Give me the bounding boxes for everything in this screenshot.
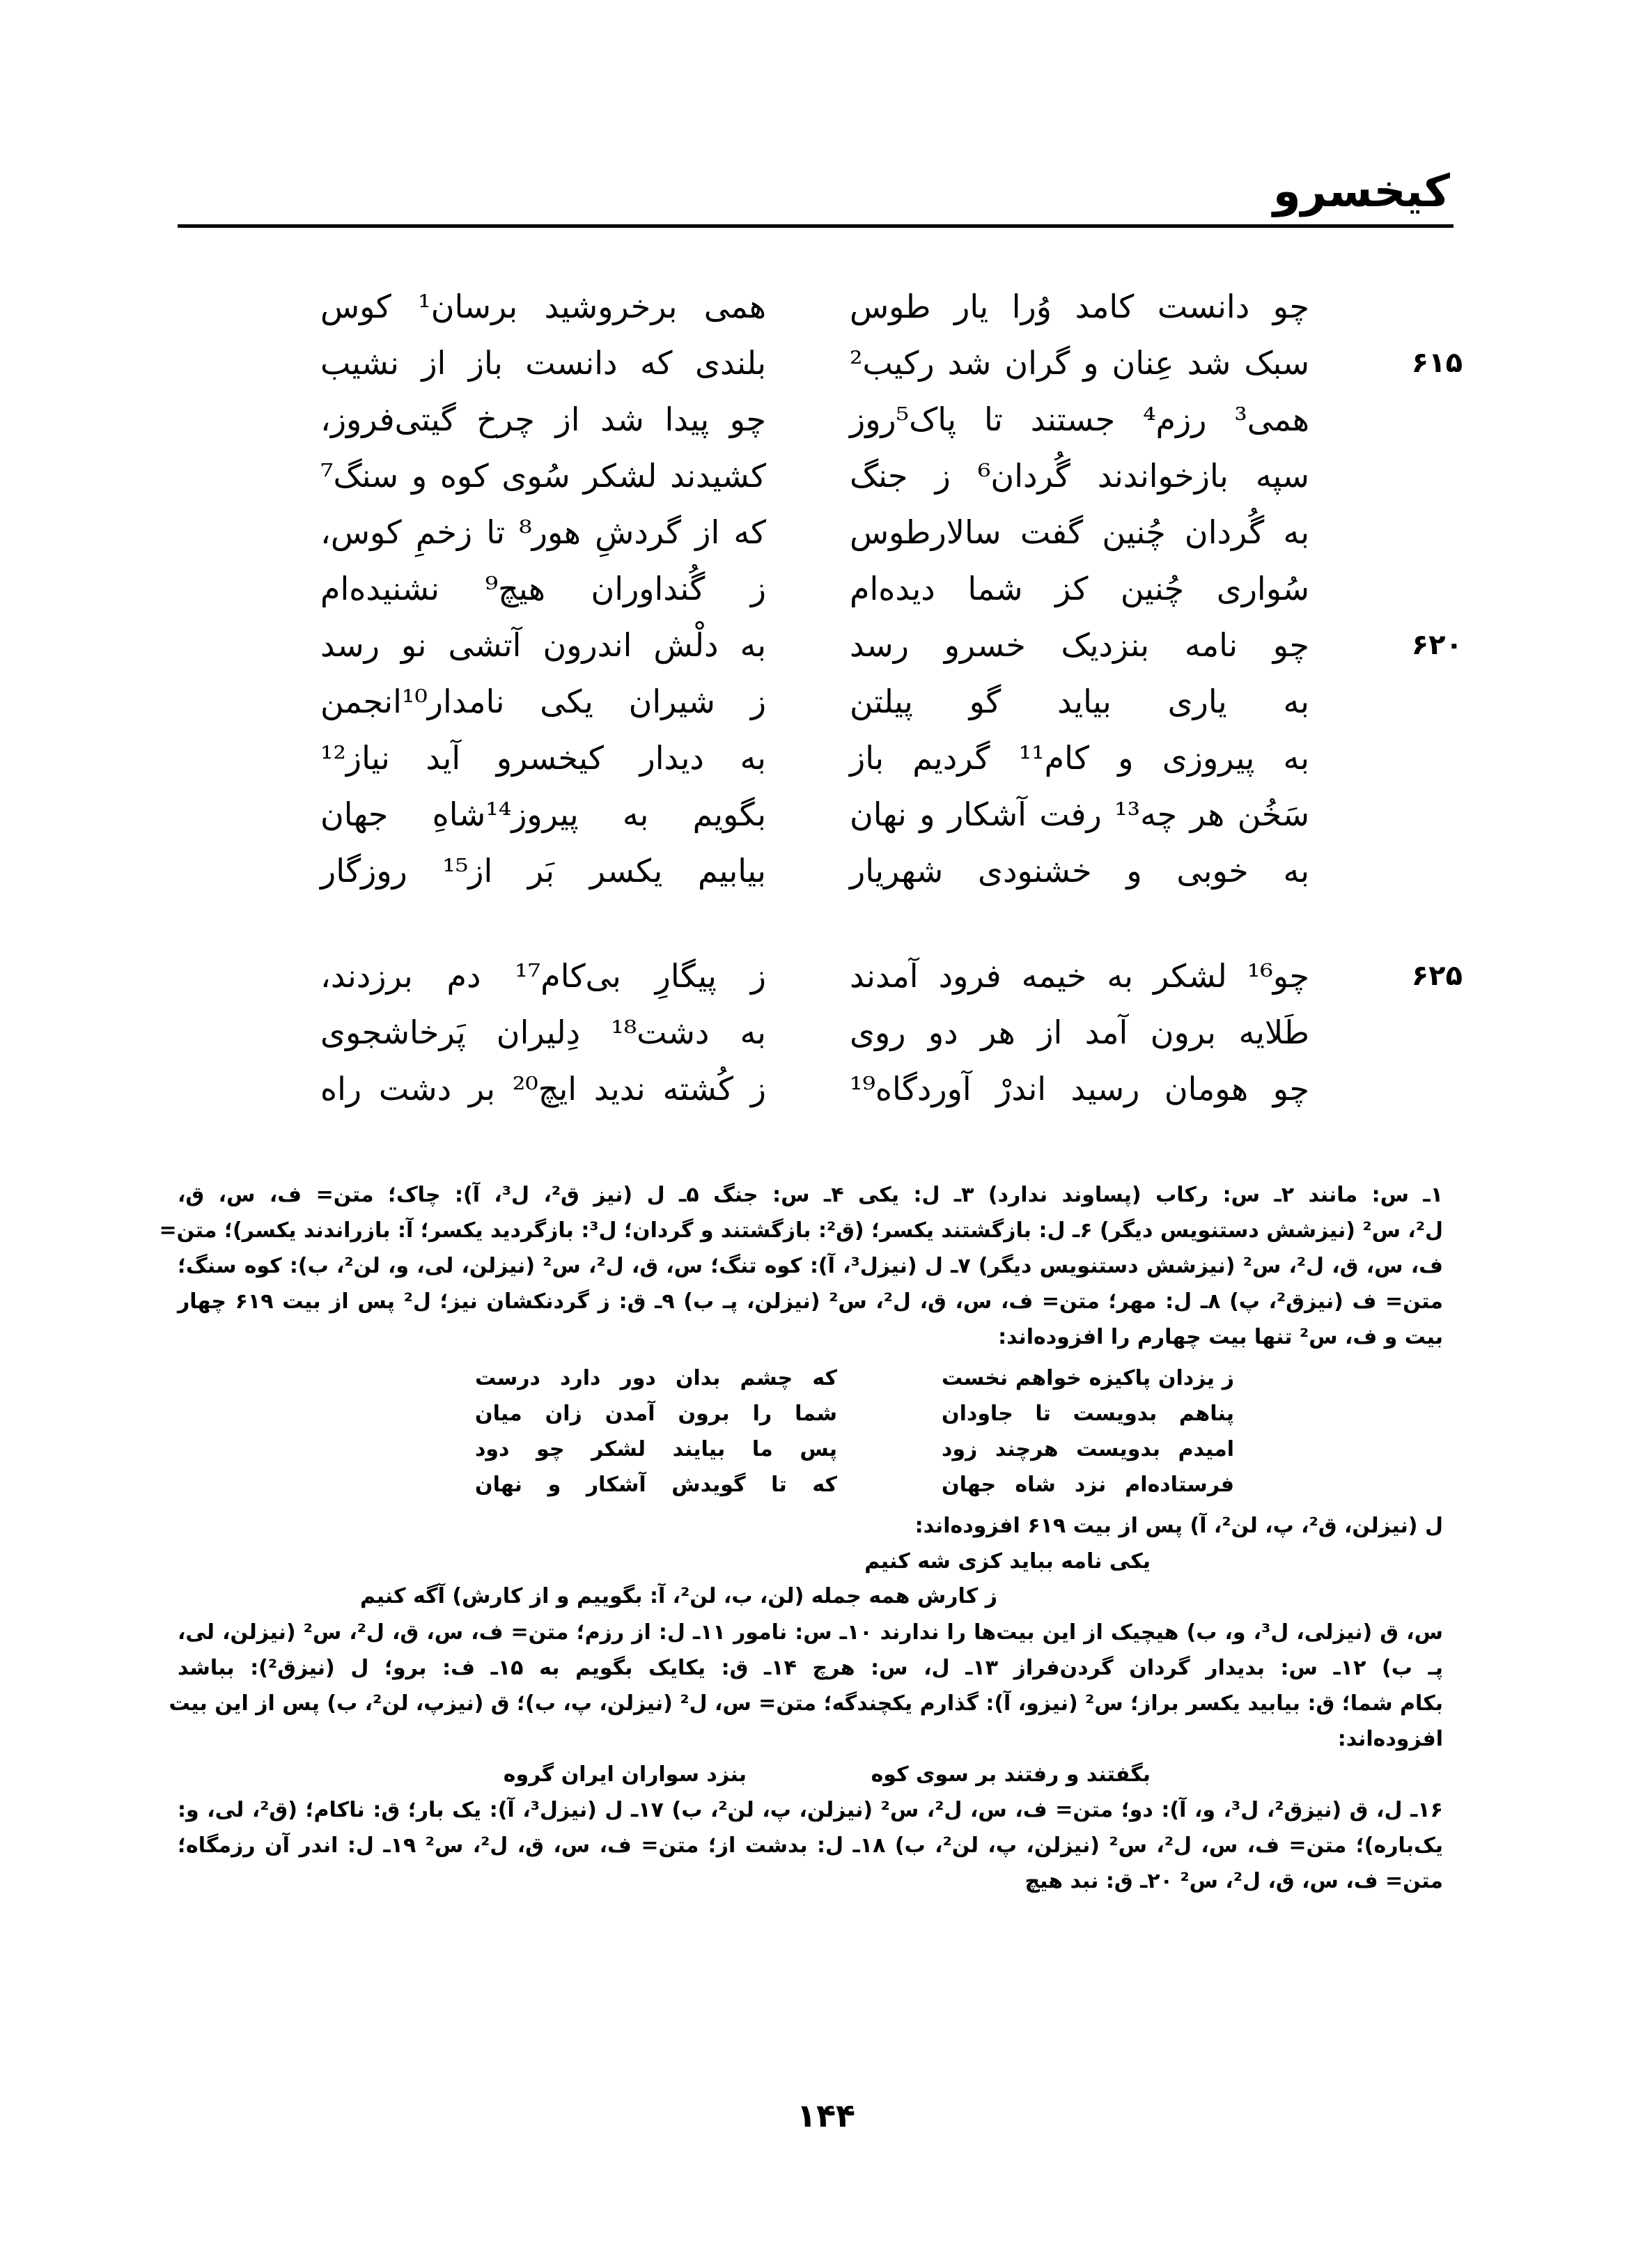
verse-couplet bbox=[279, 730, 1463, 786]
variant-couplet bbox=[178, 1360, 1443, 1396]
verse-couplet bbox=[279, 1061, 1463, 1117]
hemistich-second: بگویم به پیروز¹⁴شاهِ جهان bbox=[320, 795, 767, 833]
verse-couplet bbox=[279, 843, 1463, 899]
hemistich-first: طَلایه برون آمد از هر دو روی bbox=[850, 1014, 1309, 1051]
footnotes bbox=[159, 1177, 1444, 1899]
verse-couplet bbox=[279, 391, 1463, 448]
hemistich-second: ز گُنداوران هیچ⁹ نشنیده‌ام bbox=[320, 570, 766, 607]
hemistich-first: به گُردان چُنین گفت سالارطوس bbox=[850, 513, 1309, 551]
footnote-line: پـ ب) ۱۲ـ س: بدیدار گردان گردن‌فراز ۱۳ـ ل، س: هرچ ۱۴ـ ق: یکایک بگویم به ۱۵ـ ف: برو؛ ل (نیزق²): بباشد bbox=[178, 1656, 1443, 1680]
variant-hemistich-second: ز کارش همه جمله (لن، ب، لن²، آ: بگوییم و از کارش) آگه کنیم bbox=[360, 1584, 997, 1608]
footnote-line: بیت و ف، س² تنها بیت چهارم را افزوده‌اند: bbox=[998, 1325, 1443, 1349]
verse-block bbox=[279, 279, 1463, 1117]
footnote-line: ل²، س² (نیزشش دستنویس دیگر) ۶ـ ل: بازگشتند یکسر؛ (ق²: بازگشتند و گردان؛ ل³: بازگردید یکسر؛ آ: بازراندند یکسر)؛ متن= bbox=[159, 1218, 1443, 1243]
hemistich-second: کشیدند لشکر سُوی کوه و سنگ⁷ bbox=[320, 457, 766, 495]
hemistich-first: همی³ رزم⁴ جستند تا پاک⁵روز bbox=[850, 401, 1309, 438]
header-rule bbox=[178, 224, 1454, 228]
hemistich-second: به دشت¹⁸ دِلیران پَرخاشجوی bbox=[320, 1014, 766, 1051]
variant-couplet bbox=[178, 1396, 1443, 1431]
verse-couplet bbox=[279, 617, 1463, 674]
hemistich-first: به خوبی و خشنودی شهریار bbox=[850, 852, 1309, 890]
hemistich-second: ز شیران یکی نامدار¹⁰انجمن bbox=[320, 683, 766, 720]
footnote-line: افزوده‌اند: bbox=[1337, 1727, 1443, 1751]
variant-couplet bbox=[178, 1467, 1443, 1503]
hemistich-first: به یاری بیاید گو پیلتن bbox=[850, 683, 1309, 720]
variant-hemistich-first: فرستاده‌ام نزد شاه جهان bbox=[942, 1473, 1234, 1497]
verse-couplet bbox=[279, 948, 1463, 1004]
footnote-line: بکام شما؛ ق: بیابید یکسر براز؛ س² (نیزو، آ): گذارم یکچندگه؛ متن= س، ل² (نیزلن، پ، ب)؛ ق (نیزپ، لن²، ب) پس از این بیت bbox=[169, 1691, 1443, 1716]
verse-couplet bbox=[279, 504, 1463, 561]
hemistich-second: به دیدار کیخسرو آید نیاز¹² bbox=[320, 739, 766, 777]
running-title: کیخسرو bbox=[1272, 166, 1450, 217]
verse-number: ۶۲۰ bbox=[1411, 629, 1463, 661]
hemistich-second: ز پیگارِ بی‌کام¹⁷ دم برزدند، bbox=[320, 957, 766, 995]
variant-couplet bbox=[178, 1757, 1443, 1792]
verse-number: ۶۱۵ bbox=[1411, 347, 1463, 379]
hemistich-second: چو پیدا شد از چرخ گیتی‌فروز، bbox=[320, 401, 766, 438]
footnote-line: متن= ف، س، ق، ل²، س² ۲۰ـ ق: نبد هیچ bbox=[1024, 1869, 1443, 1893]
footnote-line: س، ق (نیزلی، ل³، و، ب) هیچیک از این بیت‌ها را ندارند ۱۰ـ س: نامور ۱۱ـ ل: از رزم؛ متن= ف، س، ق، ل²، س² (نیزلن، لی، bbox=[178, 1620, 1444, 1645]
hemistich-first: سپه بازخواندند گُردان⁶ ز جنگ bbox=[850, 457, 1309, 495]
variant-hemistich-first: پناهم بدویست تا جاودان bbox=[942, 1402, 1234, 1426]
verse-couplet bbox=[279, 1004, 1463, 1061]
hemistich-second: بیابیم یکسر بَر از¹⁵ روزگار bbox=[320, 852, 766, 890]
footnote-line: ۱۶ـ ل، ق (نیزق²، ل³، و، آ): دو؛ متن= ف، س، ل²، س² (نیزلن، پ، لن²، ب) ۱۷ـ ل (نیزل³، آ): یک بار؛ ق: ناکام؛ (ق²، لی، و: bbox=[178, 1798, 1443, 1822]
verse-couplet bbox=[279, 335, 1463, 391]
variant-hemistich-second: پس ما بیایند لشکر چو دود bbox=[475, 1437, 837, 1461]
hemistich-first: چو هومان رسید اندرْ آوردگاه¹⁹ bbox=[850, 1070, 1309, 1108]
variant-hemistich-second: که چشم بدان دور دارد درست bbox=[475, 1366, 837, 1390]
variant-verses bbox=[178, 1360, 1443, 1503]
hemistich-first: به پیروزی و کام¹¹ گردیم باز bbox=[850, 739, 1309, 777]
footnote-line: ل (نیزلن، ق²، پ، لن²، آ) پس از بیت ۶۱۹ افزوده‌اند: bbox=[914, 1514, 1443, 1538]
variant-couplet bbox=[178, 1544, 1443, 1615]
variant-hemistich-first: ز یزدان پاکیزه خواهم نخست bbox=[942, 1366, 1234, 1390]
hemistich-second: به دلْش اندرون آتشی نو رسد bbox=[320, 626, 766, 664]
variant-hemistich-first: بگفتند و رفتند بر سوی کوه bbox=[871, 1762, 1151, 1787]
page-number: ۱۴۴ bbox=[796, 2097, 856, 2134]
variant-hemistich-first: امیدم بدویست هرچند زود bbox=[942, 1437, 1234, 1461]
verse-couplet bbox=[279, 279, 1463, 335]
footnote-line: ف، س، ق، ل²، س² (نیزشش دستنویس دیگر) ۷ـ ل (نیزل³، آ): کوه تنگ؛ س، ق، ل²، س² (نیزلن، لی، و، لن²، ب): کوه سنگ؛ bbox=[178, 1254, 1443, 1278]
verse-couplet bbox=[279, 561, 1463, 617]
hemistich-first: سَخُن هر چه¹³ رفت آشکار و نهان bbox=[850, 795, 1309, 833]
hemistich-first: چو نامه بنزدیک خسرو رسد bbox=[850, 626, 1309, 664]
variant-hemistich-second: شما را برون آمدن زان میان bbox=[475, 1402, 837, 1426]
footnote-line: متن= ف (نیزق²، پ) ۸ـ ل: مهر؛ متن= ف، س، ق، ل²، س² (نیزلن، پـ ب) ۹ـ ق: ز گردنکشان نیز؛ ل² پس از بیت ۶۱۹ چهار bbox=[178, 1289, 1443, 1314]
verse-couplet bbox=[279, 448, 1463, 504]
hemistich-second: ز کُشته ندید ایچ²⁰ بر دشت راه bbox=[320, 1070, 766, 1108]
footnote-line: یک‌باره)؛ متن= ف، س، ل²، س² (نیزلن، پ، لن²، ب) ۱۸ـ ل: بدشت از؛ متن= ف، س، ق، ل²، س² ۱۹ـ ل: اندر آن رزمگاه؛ bbox=[178, 1833, 1443, 1858]
variant-hemistich-second: بنزد سواران ایران گروه bbox=[503, 1762, 747, 1787]
hemistich-second: بلندی که دانست باز از نشیب bbox=[320, 344, 766, 382]
hemistich-second: که از گردشِ هور⁸ تا زخمِ کوس، bbox=[320, 513, 766, 551]
hemistich-first: چو¹⁶ لشکر به خیمه فرود آمدند bbox=[850, 957, 1309, 995]
hemistich-first: چو دانست کامد وُرا یار طوس bbox=[850, 288, 1309, 325]
variant-hemistich-second: که تا گویدش آشکار و نهان bbox=[475, 1473, 837, 1497]
variant-couplet bbox=[178, 1431, 1443, 1467]
hemistich-first: سُواری چُنین کز شما دیده‌ام bbox=[850, 570, 1309, 607]
verse-couplet bbox=[279, 674, 1463, 730]
hemistich-first: سبک شد عِنان و گران شد رکیب² bbox=[850, 344, 1309, 382]
verse-number: ۶۲۵ bbox=[1411, 960, 1463, 992]
verse-couplet bbox=[279, 786, 1463, 843]
hemistich-second: همی برخروشید برسان¹ کوس bbox=[320, 288, 767, 325]
footnote-line: ۱ـ س: مانند ۲ـ س: رکاب (پساوند ندارد) ۳ـ ل: یکی ۴ـ س: جنگ ۵ـ ل (نیز ق²، ل³، آ): چاک؛ متن= ف، س، ق، bbox=[178, 1183, 1443, 1207]
variant-hemistich-first: یکی نامه بباید کزی شه کنیم bbox=[864, 1549, 1151, 1574]
